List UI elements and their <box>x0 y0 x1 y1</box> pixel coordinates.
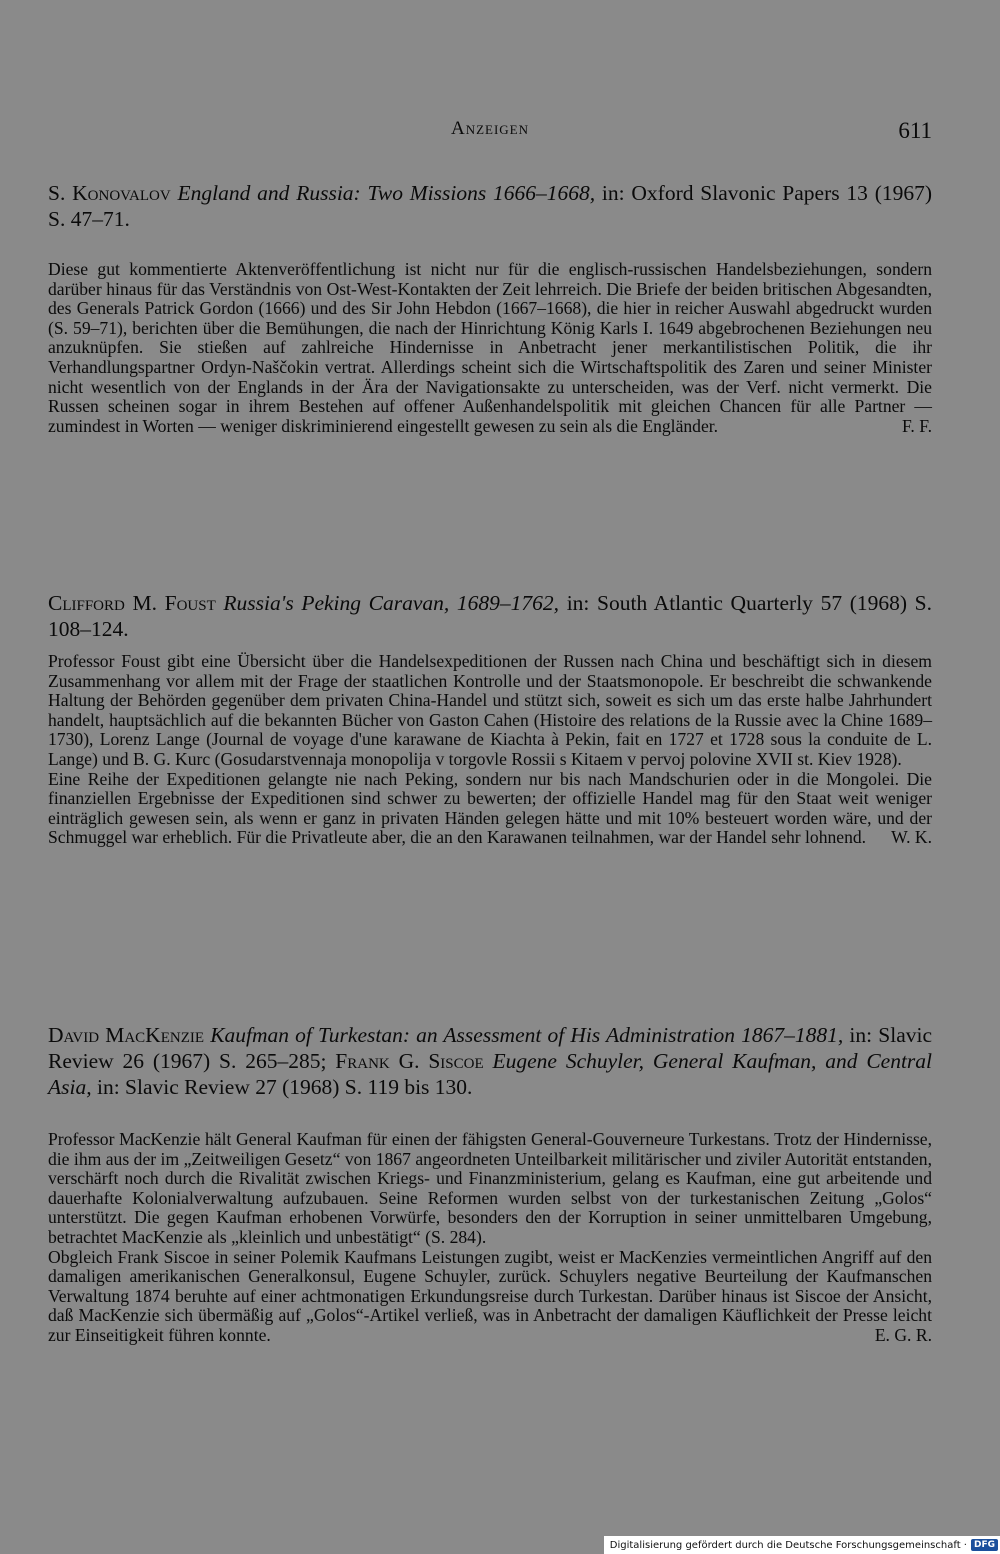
page-number: 611 <box>898 118 932 143</box>
review-work-title: Russia's Peking Caravan, 1689–1762, <box>223 591 560 615</box>
footer-text: Digitalisierung gefördert durch die Deutsche Forschungsgemeinschaft · <box>609 1539 967 1551</box>
review-second-author: Frank G. Siscoe <box>335 1049 484 1073</box>
review-entry <box>48 1022 932 1346</box>
review-work-title: Kaufman of Turkestan: an Assessment of His Administration 1867–1881, <box>210 1023 844 1047</box>
review-paragraph: Eine Reihe der Expeditionen gelangte nie nach Peking, sondern nur bis nach Mandschurien oder in die Mongolei. Die finanziellen Ergebnisse der Expeditionen sind schwer zu bewerten; der offizielle Handel mag für den Staat weit weniger einträglich gewesen sein, als wenn er ganz in privaten Händen gelegen hätte und mit 10% besteuert worden wäre, und der Schmuggel war erheblich. Für die Privatleute aber, die an den Karawanen teilnahmen, war der Handel sehr lohnend. W. K. <box>48 768 932 848</box>
running-head-title: Anzeigen <box>450 118 530 139</box>
review-work-title: England and Russia: Two Missions 1666–1668, <box>177 181 596 205</box>
review-heading <box>48 1022 932 1100</box>
review-author: David MacKenzie <box>48 1023 205 1047</box>
review-author: Clifford M. Foust <box>48 591 216 615</box>
review-second-work-title: Eugene Schuyler, General Kaufman, and Central Asia, <box>48 1049 933 1099</box>
review-source: in: South Atlantic Quarterly 57 (1968) S. 108–124. <box>48 591 932 641</box>
review-heading <box>48 590 932 642</box>
digitization-footer <box>604 1536 1000 1554</box>
review-body <box>48 1130 932 1346</box>
review-body <box>48 260 932 436</box>
running-head <box>48 118 932 148</box>
review-paragraph: Professor Foust gibt eine Übersicht über die Handelsexpeditionen der Russen nach China und beschäftigt sich in diesem Zusammenhang vor allem mit der Frage der staatlichen Kontrolle und der Staatsmonopole. Er beschreibt die schwankende Haltung der Behörden gegenüber dem privaten China-Handel und stützt sich, soweit es sich um das erste halbe Jahrhundert handelt, hauptsächlich auf die bekannten Bücher von Gaston Cahen (Histoire des relations de la Russie avec la Chine 1689–1730), Lorenz Lange (Journal de voyage d'une karawane de Kiachta à Pekin, fait en 1727 et 1728 sous la conduite de L. Lange) und B. G. Kurc (Gosudarstvennaja monopolija v torgovle Rossii s Kitaem v pervoj polovine XVII st. Kiev 1928). <box>48 651 932 769</box>
review-second-source: in: Slavic Review 27 (1968) S. 119 bis 130. <box>91 1075 473 1099</box>
review-entry <box>48 180 932 436</box>
review-heading <box>48 180 932 232</box>
reviewer-initials: F. F. <box>902 415 932 436</box>
review-source: in: Oxford Slavonic Papers 13 (1967) S. 47–71. <box>48 181 933 231</box>
reviewer-initials: W. K. <box>891 827 932 848</box>
review-source: in: Slavic Review 26 (1967) S. 265–285; <box>48 1023 933 1073</box>
review-body <box>48 652 932 848</box>
review-paragraph: Obgleich Frank Siscoe in seiner Polemik Kaufmans Leistungen zugibt, weist er MacKenzies vermeintlichen Angriff auf den damaligen amerikanischen Generalkonsul, Eugene Schuyler, zurück. Schuylers negative Beurteilung der Kaufmanschen Verwaltung 1874 beruhte auf einer achtmonatigen Erkundungsreise durch Turkestan. Darüber hinaus ist Siscoe der Ansicht, daß MacKenzie sich übermäßig auf „Golos“-Artikel verließ, was in Anbetracht der damaligen Käuflichkeit der Presse leicht zur Einseitigkeit führen konnte. E. G. R. <box>48 1246 932 1345</box>
reviewer-initials: E. G. R. <box>874 1324 932 1345</box>
review-paragraph: Professor MacKenzie hält General Kaufman für einen der fähigsten General-Gouverneure Turkestans. Trotz der Hindernisse, die ihm aus der im „Zeitweiligen Gesetz“ von 1867 angeordneten Unteilbarkeit militärischer und ziviler Autorität entstanden, verschärft noch durch die Rivalität zwischen Kriegs- und Finanzministerium, gelang es Kaufman, eine gut arbeitende und dauerhafte Kolonialverwaltung aufzubauen. Seine Reformen wurden selbst von der turkestanischen Zeitung „Golos“ unterstützt. Die gegen Kaufman erhobenen Vorwürfe, besonders den der Korruption in seiner unmittelbaren Umgebung, betrachtet MacKenzie als „kleinlich und unbestätigt“ (S. 284). <box>48 1129 932 1247</box>
review-entry <box>48 590 932 848</box>
dfg-logo-icon: DFG <box>971 1539 998 1551</box>
review-paragraph: Diese gut kommentierte Aktenveröffentlichung ist nicht nur für die englisch-russischen Handelsbeziehungen, sondern darüber hinaus für das Verständnis von Ost-West-Kontakten der Zeit lehrreich. Die Briefe der beiden britischen Abgesandten, des Generals Patrick Gordon (1666) und des Sir John Hebdon (1667–1668), die hier in reicher Auswahl abgedruckt wurden (S. 59–71), berichten über die Bemühungen, die nach der Hinrichtung König Karls I. 1649 abgebrochenen Beziehungen neu anzuknüpfen. Sie stießen auf zahlreiche Hindernisse in Anbetracht jener merkantilistischen Politik, die ihr Verhandlungspartner Ordyn-Naščokin vertrat. Allerdings scheint sich die Wirtschaftspolitik des Zaren und seiner Minister nicht wesentlich von der Englands in der Ära der Navigationsakte zu unterscheiden, was der Verf. nicht vermerkt. Die Russen scheinen sogar in ihrem Bestehen auf offener Außenhandelspolitik mit gleichen Chancen für alle Partner — zumindest in Worten — weniger diskriminierend eingestellt gewesen zu sein als die Engländer. F. F. <box>48 259 932 436</box>
review-author: S. Konovalov <box>48 181 171 205</box>
